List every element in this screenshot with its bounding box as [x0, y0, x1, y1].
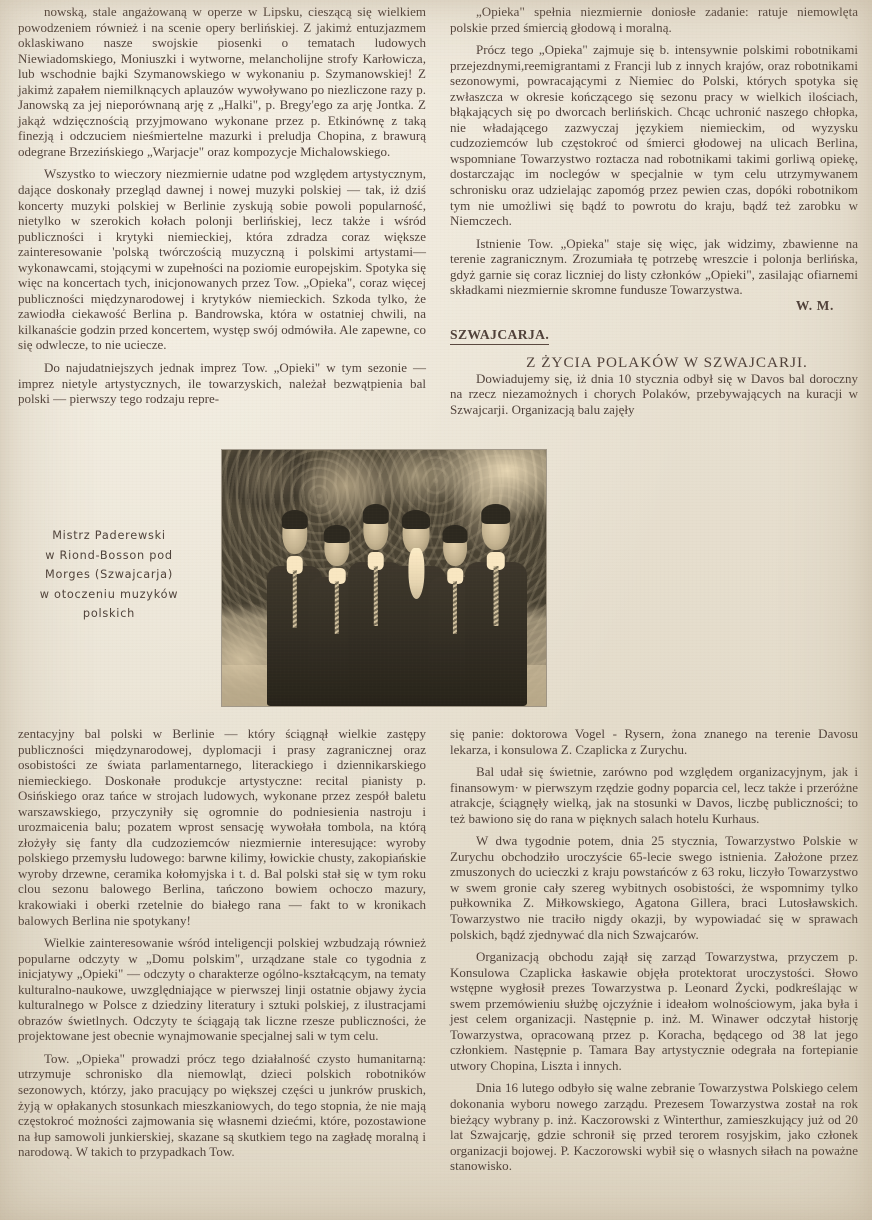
paragraph: Do najudatniejszych jednak imprez Tow. „Opieki" w tym sezonie — imprez nietyle artystycznych, ile towarzyskich, należał bezwątpienia bal polski — pierwszy tego rodzaju repre- — [18, 360, 426, 407]
halftone-photograph — [222, 450, 546, 706]
paragraph: „Opieka" spełnia niezmiernie doniosłe zadanie: ratuje niemowlęta polskie przed śmiercią głodową i moralną. — [450, 4, 858, 35]
caption-line: w otoczeniu muzyków — [39, 587, 179, 601]
paragraph: Istnienie Tow. „Opieka" staje się więc, jak widzimy, zbawienne na terenie zagranicznym. Zrozumiała tę potrzebę wreszcie i polonja berlińska, gdyż garnie się coraz liczniej do listy członków „Opieki", zasilając ofiarnemi składkami niezmiernie skromne fundusze Towarzystwa. — [450, 235, 858, 298]
right-column-bottom — [450, 726, 858, 1174]
figure-photo — [222, 450, 546, 706]
paragraph: Wszystko to wieczory niezmiernie udatne pod względem artystycznym, dające doskonały przegląd dawnej i nowej muzyki polskiej — tak, iż dziś koncerty muzyki polskiej w Berlinie zyskują sobie powoli popularność, nietylko w szerokich kołach polonji berlińskiej, lecz także i wśród publiczności i krytyki niemieckiej, która zdradza coraz większe zainteresowanie 'polską twórczością muzyczną i polskimi artystami— wykonawcami, stojącymi w zupełności na poziomie europejskim. Spotyka się więc na koncertach tych, inicjonowanych przez Tow. „Opieka", coraz więcej publiczności międzynarodowej i krytyków niemieckich. Szkoda tylko, że zawiodła ciekawość Berlina p. Bandrowska, która w ostatniej chwili, na kilkanaście godzin przed koncertem, występ swój odmówiła. Ale zapewne, co się odwlecze, to nie uciecze. — [18, 166, 426, 353]
paragraph: Tow. „Opieka" prowadzi prócz tego działalność czysto humanitarną: utrzymuje schronisko dla niemowląt, dzieci polskich robotników sezonowych, którzy, jako pracujący po większej części u junkrów pruskich, żyją w opłakanych stosunkach mieszkaniowych, do tego stopnia, że nie mają częstokroć możności zajmowania się własnemi dziećmi, które, pozostawione na łup samowoli junkierskiej, skazane są skutkiem tego na zagładę moralną i narodową. W takich to przypadkach Tow. — [18, 1050, 426, 1160]
paragraph: Bal udał się świetnie, zarówno pod względem organizacyjnym, jak i finansowym· w pierwszym rzędzie godny poparcia cel, lecz także i przeróżne atrakcje, ściągnęły wielką, jak na stosunki w Davos, liczbę publiczności; to też bawiono się do rana w pięknych salach hotelu Kurhaus. — [450, 764, 858, 826]
author-signature: W. M. — [795, 297, 834, 313]
figure-caption — [14, 526, 204, 624]
section-heading-szwajcarja: SZWAJCARJA. — [450, 327, 549, 345]
paragraph: Prócz tego „Opieka" zajmuje się b. intensywnie polskimi robotnikami przejezdnymi,reemigrantami z Francji lub z innych krajów, oraz robotnikami sezonowymi, powracającymi z Niemiec do Polski, których spotyka się zwłaszcza w okresie kończącego się sezonu pracy w wielkich ilościach, błąkających się po dworcach berlińskich. Chcąc uchronić naszego chłopka, nie władającego zazwyczaj językiem niemieckim, od wyzysku cudzoziemców lub częstokroć od śmierci głodowej na ulicach Berlina, wspomniane Towarzystwo roztacza nad robotnikami takimi gorliwą opiekę, dostarczając im noclegów w specjalnie w tym celu utrzymywanem schronisku oraz udzielając zapomóg przez pewien czas, dopóki robotnikom tym nie umożliwi się bądź to powrotu do kraju, bądź też zarobku w Niemczech. — [450, 42, 858, 229]
paragraph: Organizacją obchodu zajął się zarząd Towarzystwa, przyczem p. Konsulowa Czaplicka łaskawie objęła protektorat uroczystości. Słowo wstępne wygłosił prezes Towarzystwa p. Leonard Życki, podkreślając w swem przemówieniu służbę ojczyźnie i ideałom wolnościowym, jaka była i jest celem organizacji. Następnie p. inż. M. Winawer odczytał historję Towarzystwa, opracowaną przez p. Koracha, będącego od 38 lat jego członkiem. Następnie p. Tamara Bay artystycznie odegrała na fortepianie utwory Chopina, Liszta i innych. — [450, 949, 858, 1073]
paragraph: zentacyjny bal polski w Berlinie — który ściągnął wielkie zastępy publiczności międzynarodowej, dyplomacji i prasy zagranicznej oraz osobistości ze świata parlamentarnego, literackiego i dziennikarskiego niemieckiego. Doskonałe produkcje artystyczne: recital pianisty p. Osińskiego oraz tańce w strojach ludowych, wykonane przez zespół baletu warszawskiego, przyczyniły się ogromnie do podniesienia nastroju i urozmaicenia balu; pozatem wprost sensację wywołała tombola, na którą złożyły się fanty dla cudzoziemców niezmiernie interesujące: wyroby polskiego przemysłu ludowego: barwne kilimy, łowickie chusty, zakopiańskie wyroby drzewne, ceramika kołomyjska i t. d. Bal polski stał się w tym roku clou sezonu balowego Berlina, tańczono bowiem ochoczo mazury, krakowiaki i oberki rzetelnie do białego rana — fakt to w kronikach balowych Berlina nie spotykany! — [18, 726, 426, 928]
caption-line: Morges (Szwajcarja) — [44, 568, 173, 581]
paragraph: W dwa tygodnie potem, dnia 25 stycznia, Towarzystwo Polskie w Zurychu obchodziło uroczyście 65-lecie swego istnienia. Założone przez zmuszonych do ucieczki z kraju powstańców z 63 roku, liczyło Towarzystwo w swem gronie cały szereg wybitnych osobistości, że wspomnimy tylko pułkownika Z. Miłkowskiego, Agatona Gillera, braci Lutosławskich. Towarzystwo nie traciło nigdy okazji, by wypowiadać się w sprawach polskich, bądź zjednywać dla nich Szwajcarów. — [450, 833, 858, 942]
left-column-top — [18, 4, 426, 434]
photo-person-6 — [465, 506, 527, 706]
right-column-top — [450, 4, 858, 418]
caption-line: w Riond-Bosson pod — [45, 548, 173, 562]
section-heading-wrap — [450, 327, 858, 345]
caption-line: Mistrz Paderewski — [52, 529, 166, 542]
left-column-bottom — [18, 726, 426, 1160]
paragraph: Dnia 16 lutego odbyło się walne zebranie Towarzystwa Polskiego celem dokonania wyboru nowego zarządu. Prezesem Towarzystwa został na rok bieżący wybrany p. inż. Kaczorowski z Winterthur, zamieszkujący już od 20 lat Szwajcarję, gdzie schronił się przed terorem rosyjskim, jako członek organizacji bojowej. P. Kaczorowski wybił się o własnych siłach na poważne stanowisko. — [450, 1080, 858, 1174]
paragraph: się panie: doktorowa Vogel - Rysern, żona znanego na terenie Davosu lekarza, i konsulowa Z. Czaplicka z Zurychu. — [450, 726, 858, 757]
article-title: Z ŻYCIA POLAKÓW W SZWAJCARJI. — [526, 354, 808, 372]
paragraph: Wielkie zainteresowanie wśród inteligencji polskiej wzbudzają również popularne odczyty w „Domu polskim", urządzane stale co tygodnia z inicjatywy „Opieki" — odczyty o charakterze ogólno-kształcącym, na tematy kulturalno-naukowe, uwzględniające w pierwszej linji ostatnie objawy życia kulturalnego w Polsce z dziedziny literatury i sztuki polskiej, z ilustracjami obrazów świetlnych. Odczyty te ściągają tak liczne rzesze publiczności, że projektowane jest obecnie wynajmowanie specjalnej sali w tym celu. — [18, 935, 426, 1044]
paragraph: nowską, stale angażowaną w operze w Lipsku, cieszącą się wielkiem powodzeniem również i na scenie opery berlińskiej. Z jakimż entuzjazmem oklaskiwano nasze swojskie piosenki o tematach ludowych Niewiadomskiego, Moniuszki i wytworne, melancholijne strofy Karłowicza, lub wschodnie bajki Szymanowskiego w wykonaniu p. Szymanowskiej! Z jakimż zapałem niemilknących aplauzów wywoływano po niezliczone razy p. Janowską za jej nieporównaną arję z „Halki", p. Bregy'ego za arję Jontka. Z jakąż wdzięcznością przyjmowano wykonane przez p. Etkinównę z taką finezją i odczuciem nieśmiertelne mazurki i preludja Chopina, z brawurą odegrane Brzezińskiego „Warjacje" oraz kompozycje Michalowskiego. — [18, 4, 426, 159]
paragraph: Dowiadujemy się, iż dnia 10 stycznia odbył się w Davos bal doroczny na rzecz niezamożnych i chorych Polaków, przebywających na kuracji w Szwajcarji. Organizacją balu zajęły — [450, 370, 858, 418]
caption-line: polskich — [82, 607, 136, 620]
